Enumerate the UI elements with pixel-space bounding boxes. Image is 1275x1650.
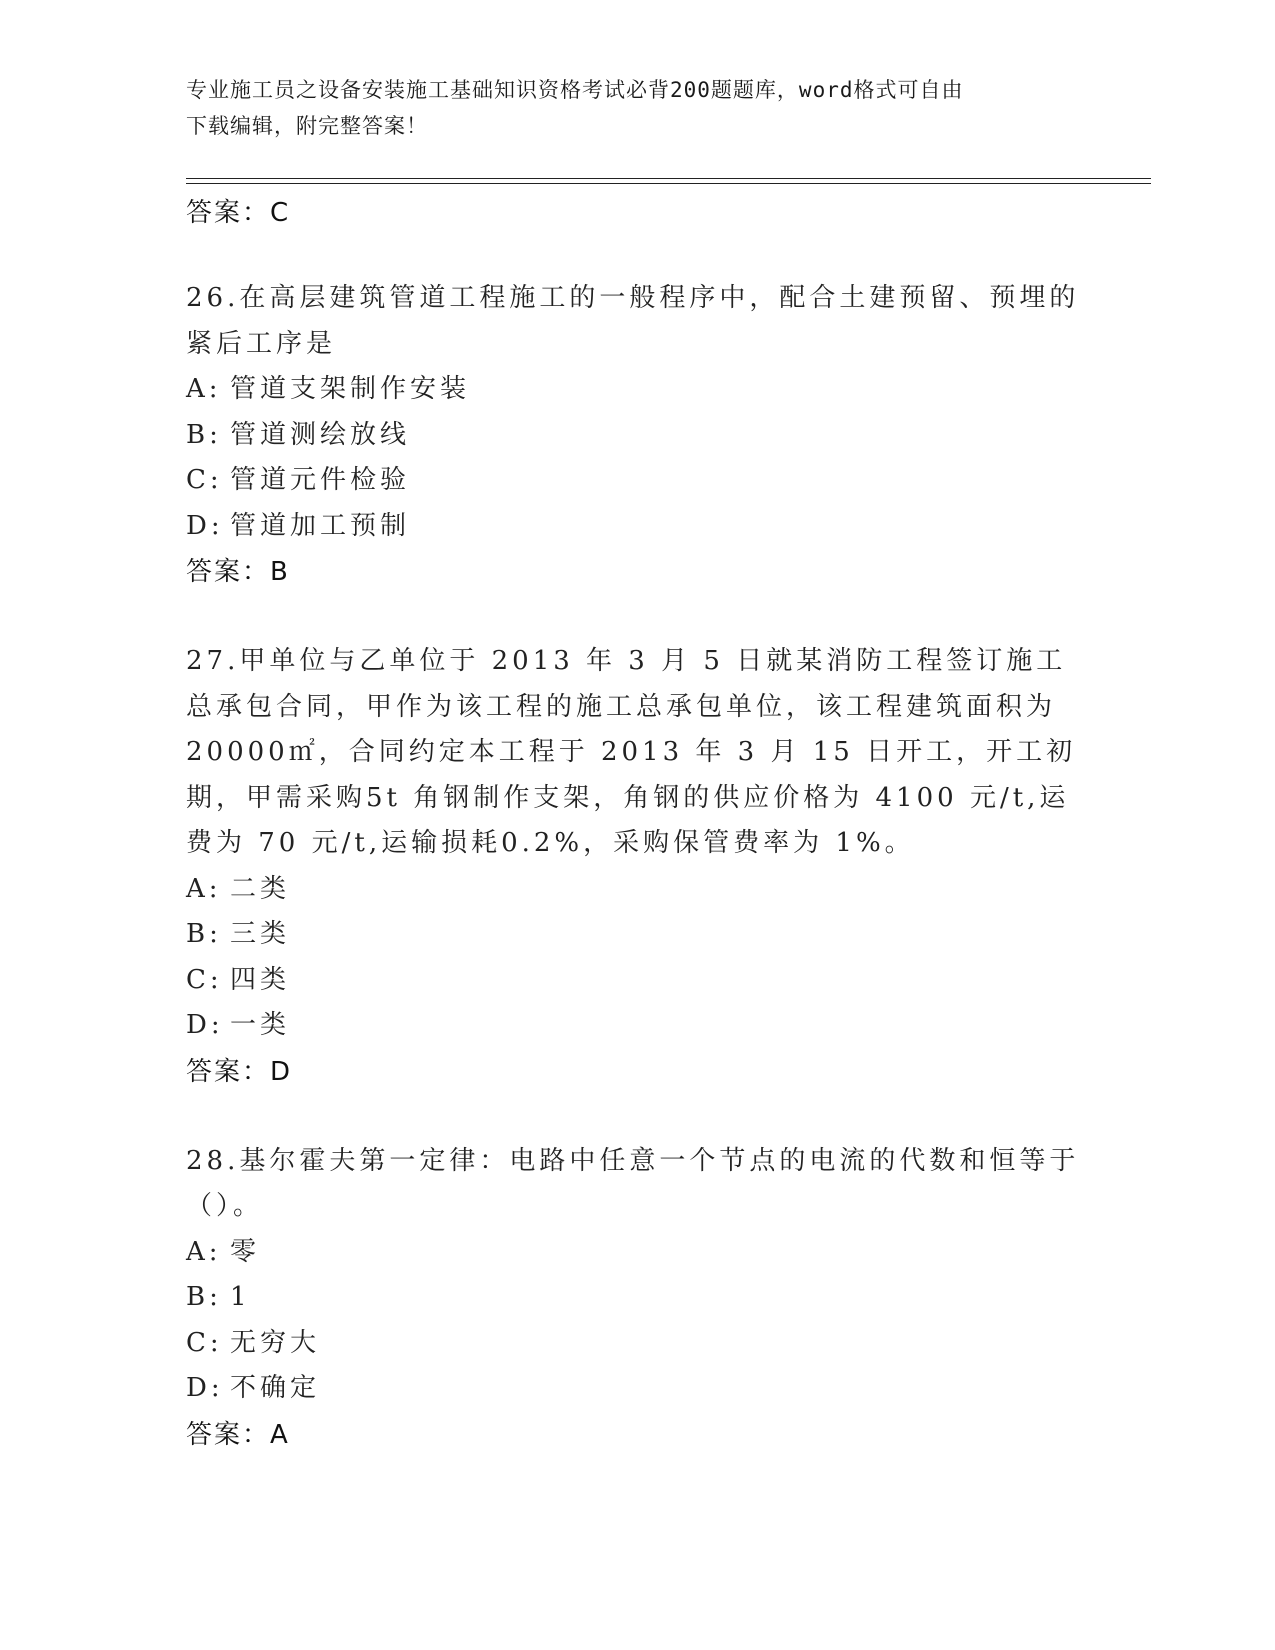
- question-26: [186, 276, 1086, 595]
- option-key: B:: [186, 1282, 222, 1312]
- header-line-2: 下载编辑，附完整答案！: [186, 114, 428, 138]
- option-text: 二类: [230, 873, 291, 904]
- option-key: B:: [186, 419, 222, 450]
- answer-line: 答案：C: [186, 198, 291, 228]
- option-text: 管道元件检验: [230, 465, 411, 495]
- option-c: [186, 1321, 1086, 1367]
- option-text: 三类: [230, 919, 291, 949]
- option-key: D:: [186, 1010, 224, 1040]
- option-text: 1: [230, 1282, 251, 1312]
- option-text: 管道测绘放线: [230, 419, 411, 450]
- option-a: [186, 367, 1086, 413]
- option-text: 四类: [230, 964, 291, 995]
- option-d: [186, 1366, 1086, 1412]
- option-text: 管道加工预制: [230, 510, 411, 541]
- option-d: [186, 1003, 1086, 1049]
- option-key: D:: [186, 1373, 224, 1403]
- option-key: C:: [186, 1327, 223, 1358]
- option-d: [186, 504, 1086, 550]
- question-27: [186, 639, 1086, 1095]
- option-a: [186, 867, 1086, 913]
- header-divider-bottom: [186, 183, 1151, 184]
- option-key: C:: [186, 964, 223, 995]
- question-stem: 27.甲单位与乙单位于 2013 年 3 月 5 日就某消防工程签订施工总承包合同，甲作为该工程的施工总承包单位，该工程建筑面积为 20000㎡，合同约定本工程于 2013 年 3 月 15 日开工，开工初期，甲需采购5t 角钢制作支架，角钢的供应价格为 4100 元/t,运费为 70 元/t,运输损耗0.2%，采购保管费率为 1%。: [186, 646, 1077, 858]
- option-b: [186, 413, 1086, 459]
- header-line-1: 专业施工员之设备安装施工基础知识资格考试必背200题题库，word格式可自由: [186, 78, 964, 102]
- option-key: A:: [186, 1236, 222, 1267]
- option-key: D:: [186, 510, 224, 541]
- option-text: 管道支架制作安装: [230, 374, 471, 404]
- option-key: A:: [186, 374, 222, 404]
- question-28: [186, 1139, 1086, 1458]
- answer-line: 答案：B: [186, 557, 290, 587]
- option-a: [186, 1230, 1086, 1276]
- option-key: C:: [186, 465, 223, 495]
- header-divider-top: [186, 178, 1151, 179]
- option-c: [186, 958, 1086, 1004]
- option-text: 不确定: [230, 1373, 321, 1403]
- option-text: 一类: [230, 1010, 291, 1040]
- option-c: [186, 458, 1086, 504]
- option-key: B:: [186, 919, 222, 949]
- option-text: 零: [230, 1236, 261, 1267]
- answer-line: 答案：A: [186, 1419, 290, 1450]
- option-b: [186, 912, 1086, 958]
- option-text: 无穷大: [230, 1327, 321, 1358]
- question-stem: 26.在高层建筑管道工程施工的一般程序中，配合土建预留、预埋的紧后工序是: [186, 283, 1080, 359]
- document-header: [186, 72, 1066, 144]
- answer-line: 答案：D: [186, 1056, 293, 1087]
- option-b: [186, 1275, 1086, 1321]
- option-key: A:: [186, 873, 222, 904]
- question-stem: 28.基尔霍夫第一定律：电路中任意一个节点的电流的代数和恒等于（）。: [186, 1145, 1080, 1221]
- question-list: [186, 190, 1086, 1458]
